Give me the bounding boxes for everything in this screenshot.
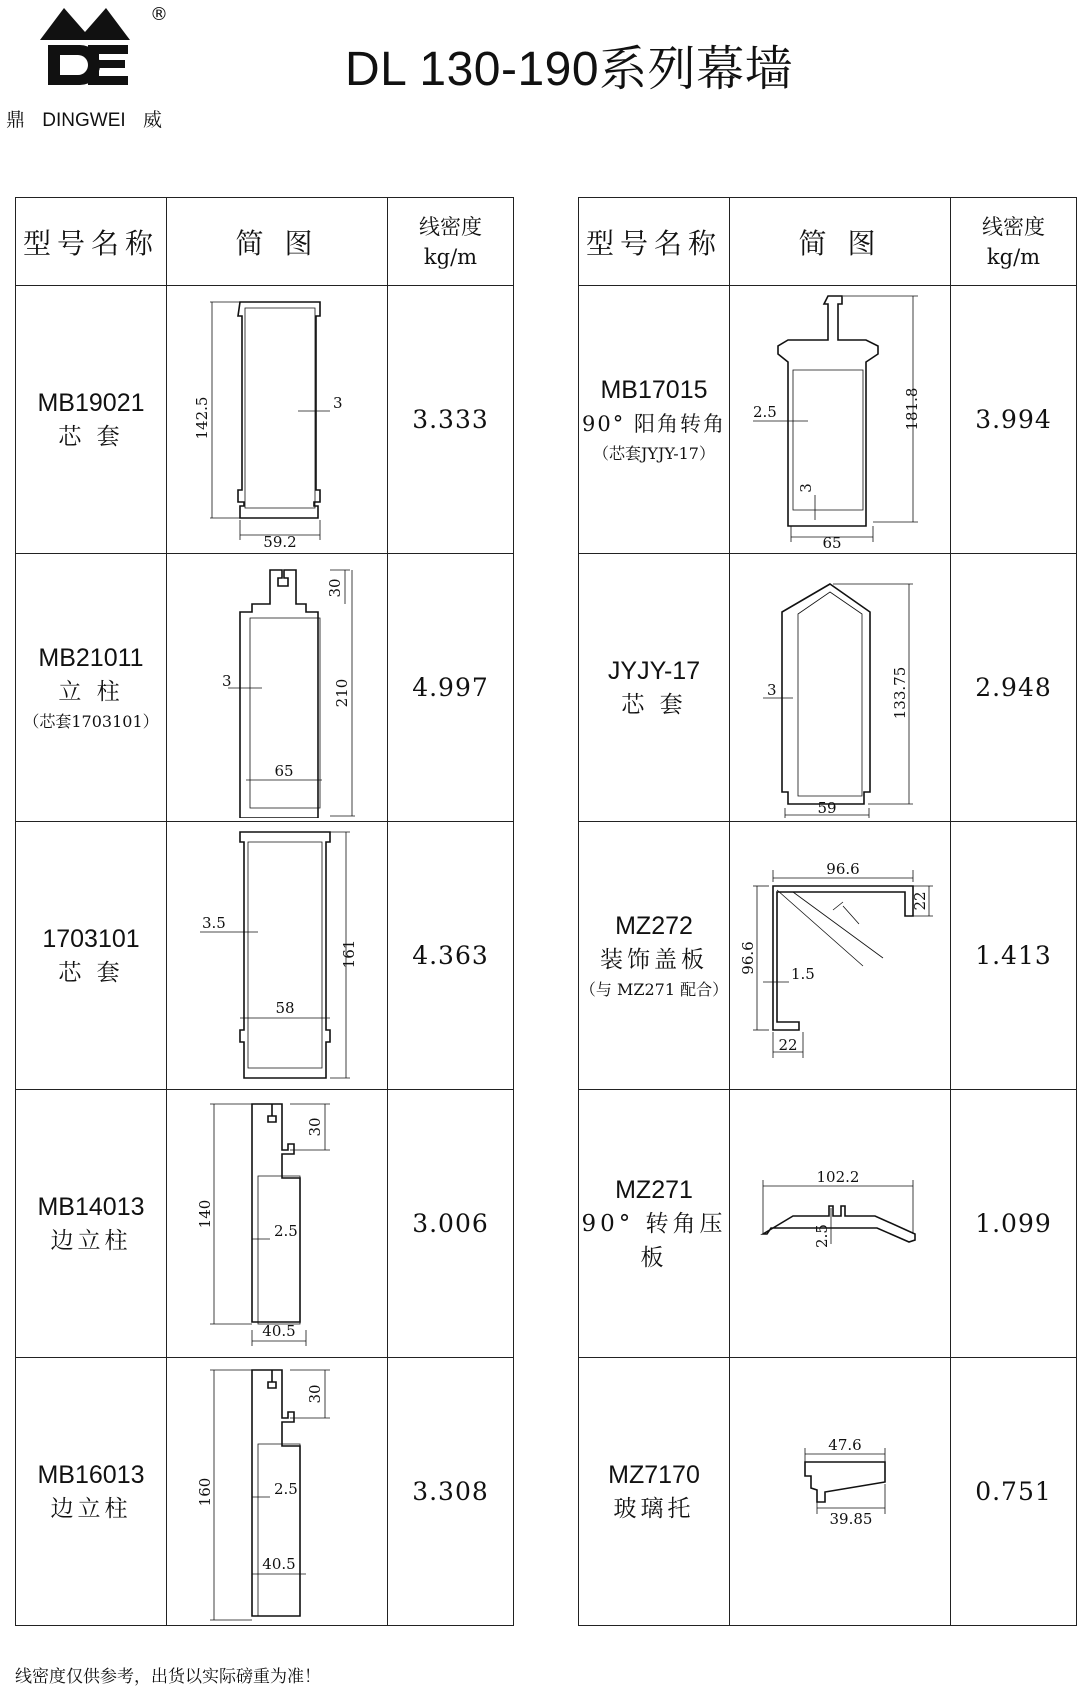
footer-note: 线密度仅供参考，出货以实际磅重为准！	[15, 1667, 321, 1687]
model-cell	[16, 822, 167, 1090]
density-cell	[388, 1358, 514, 1626]
density-value: 4.997	[412, 673, 489, 702]
drawing-cell	[167, 1090, 388, 1358]
model-desc: 90° 转角压板	[581, 1210, 727, 1271]
table-row	[579, 1358, 1077, 1626]
table-row	[579, 554, 1077, 822]
svg-text:58: 58	[274, 998, 295, 1017]
profile-drawing-jyjy17	[733, 558, 948, 818]
svg-text:22: 22	[910, 890, 929, 911]
density-cell	[388, 554, 514, 822]
drawing-cell	[730, 1090, 951, 1358]
profile-drawing-mb14013	[170, 1094, 385, 1354]
drawing-cell	[167, 286, 388, 554]
table-row	[579, 1090, 1077, 1358]
model-cell	[579, 822, 730, 1090]
dingwei-logo-icon	[0, 0, 160, 95]
model-desc: 芯 套	[58, 423, 124, 450]
model-cell	[16, 554, 167, 822]
svg-text:3: 3	[221, 671, 232, 690]
table-row	[16, 554, 514, 822]
drawing-cell	[167, 822, 388, 1090]
profile-drawing-mb19021	[170, 290, 385, 550]
header-drawing: 简 图	[730, 198, 951, 286]
model-desc: 芯 套	[621, 691, 687, 718]
model-desc: 立 柱	[58, 678, 124, 705]
svg-text:65: 65	[821, 533, 842, 550]
svg-text:30: 30	[305, 1116, 324, 1137]
table-header-row	[579, 198, 1077, 286]
profile-drawing-mb17015	[733, 290, 948, 550]
model-cell	[579, 1090, 730, 1358]
table-row	[16, 286, 514, 554]
density-cell	[388, 286, 514, 554]
header-name: 型号名称	[16, 198, 167, 286]
model-sub: （芯套JYJY-17）	[593, 443, 715, 463]
brand-name	[6, 105, 162, 132]
svg-text:59: 59	[816, 798, 837, 817]
svg-text:2.5: 2.5	[812, 1223, 831, 1248]
svg-text:2.5: 2.5	[273, 1479, 298, 1498]
model-cell	[16, 1090, 167, 1358]
svg-text:3: 3	[796, 482, 815, 493]
density-value: 1.413	[975, 941, 1052, 970]
svg-text:2.5: 2.5	[752, 402, 777, 421]
header-density: 线密度 kg/m	[951, 198, 1077, 286]
model-cell	[579, 554, 730, 822]
model-sub: （与 MZ271 配合）	[579, 979, 729, 999]
model-sub: （芯套1703101）	[23, 711, 159, 731]
density-value: 4.363	[412, 941, 489, 970]
profile-drawing-mb16013	[170, 1362, 385, 1622]
header-density: 线密度 kg/m	[388, 198, 514, 286]
table-row	[16, 822, 514, 1090]
drawing-cell	[730, 286, 951, 554]
drawing-cell	[167, 554, 388, 822]
table-row	[16, 1358, 514, 1626]
svg-text:102.2: 102.2	[816, 1167, 859, 1186]
svg-text:133.75: 133.75	[890, 666, 909, 719]
registered-mark: ®	[150, 4, 168, 25]
drawing-cell	[730, 822, 951, 1090]
svg-text:39.85: 39.85	[829, 1509, 872, 1528]
table-row	[579, 286, 1077, 554]
model-desc: 90° 阳角转角	[582, 411, 726, 436]
table-row	[16, 1090, 514, 1358]
model-code: MZ272	[615, 911, 693, 940]
page-title: DL 130-190系列幕墙	[345, 43, 794, 96]
model-desc: 玻璃托	[613, 1495, 695, 1522]
model-code: MB16013	[37, 1460, 145, 1489]
model-code: MZ7170	[608, 1460, 700, 1489]
table-row	[579, 822, 1077, 1090]
model-code: MB14013	[37, 1192, 145, 1221]
profile-drawing-mz271	[733, 1094, 948, 1354]
brand-latin: DINGWEI	[42, 110, 126, 131]
density-value: 0.751	[975, 1477, 1052, 1506]
density-value: 3.308	[412, 1477, 489, 1506]
model-code: MZ271	[615, 1175, 693, 1204]
model-desc: 芯 套	[58, 959, 124, 986]
svg-text:65: 65	[273, 761, 294, 780]
svg-text:181.8: 181.8	[902, 387, 921, 430]
svg-text:210: 210	[332, 678, 351, 707]
density-value: 1.099	[975, 1209, 1052, 1238]
svg-text:47.6: 47.6	[827, 1435, 862, 1454]
model-code: MB21011	[38, 643, 144, 672]
svg-text:3: 3	[766, 680, 777, 699]
table-header-row	[16, 198, 514, 286]
svg-text:30: 30	[305, 1383, 324, 1404]
header-name: 型号名称	[579, 198, 730, 286]
density-cell	[951, 1358, 1077, 1626]
drawing-cell	[730, 554, 951, 822]
svg-text:3.5: 3.5	[201, 913, 226, 932]
header-drawing: 简 图	[167, 198, 388, 286]
model-cell	[16, 1358, 167, 1626]
brand-left-char: 鼎	[6, 110, 26, 131]
svg-text:96.6: 96.6	[738, 940, 757, 975]
svg-text:22: 22	[777, 1035, 798, 1054]
brand-right-char: 威	[142, 110, 162, 131]
model-cell	[16, 286, 167, 554]
svg-text:1.5: 1.5	[790, 964, 815, 983]
model-cell	[579, 286, 730, 554]
density-value: 3.994	[975, 405, 1052, 434]
model-desc: 边立柱	[50, 1227, 132, 1254]
svg-text:3: 3	[332, 393, 343, 412]
model-code: JYJY-17	[607, 656, 701, 685]
model-desc: 装饰盖板	[600, 946, 708, 973]
density-value: 3.006	[412, 1209, 489, 1238]
density-cell	[951, 1090, 1077, 1358]
profile-table-right	[578, 197, 1077, 1626]
model-code: MB19021	[37, 388, 145, 417]
density-cell	[951, 286, 1077, 554]
drawing-cell	[730, 1358, 951, 1626]
svg-text:40.5: 40.5	[261, 1321, 296, 1340]
profile-drawing-mz272	[733, 826, 948, 1086]
density-cell	[951, 822, 1077, 1090]
profile-table-left	[15, 197, 514, 1626]
density-value: 2.948	[975, 673, 1052, 702]
profile-drawing-1703101	[170, 826, 385, 1086]
svg-text:161: 161	[339, 939, 358, 968]
svg-text:142.5: 142.5	[192, 396, 211, 439]
svg-text:40.5: 40.5	[261, 1554, 296, 1573]
density-cell	[388, 1090, 514, 1358]
svg-text:96.6: 96.6	[825, 859, 860, 878]
svg-text:160: 160	[195, 1477, 214, 1506]
model-code: 1703101	[42, 924, 140, 953]
profile-drawing-mb21011	[170, 558, 385, 818]
model-cell	[579, 1358, 730, 1626]
density-value: 3.333	[412, 405, 489, 434]
density-cell	[388, 822, 514, 1090]
svg-text:140: 140	[195, 1199, 214, 1228]
svg-text:59.2: 59.2	[262, 532, 297, 550]
model-code: MB17015	[600, 375, 708, 404]
svg-text:2.5: 2.5	[273, 1221, 298, 1240]
profile-drawing-mz7170	[733, 1362, 948, 1622]
density-cell	[951, 554, 1077, 822]
drawing-cell	[167, 1358, 388, 1626]
model-desc: 边立柱	[50, 1495, 132, 1522]
svg-text:30: 30	[325, 577, 344, 598]
